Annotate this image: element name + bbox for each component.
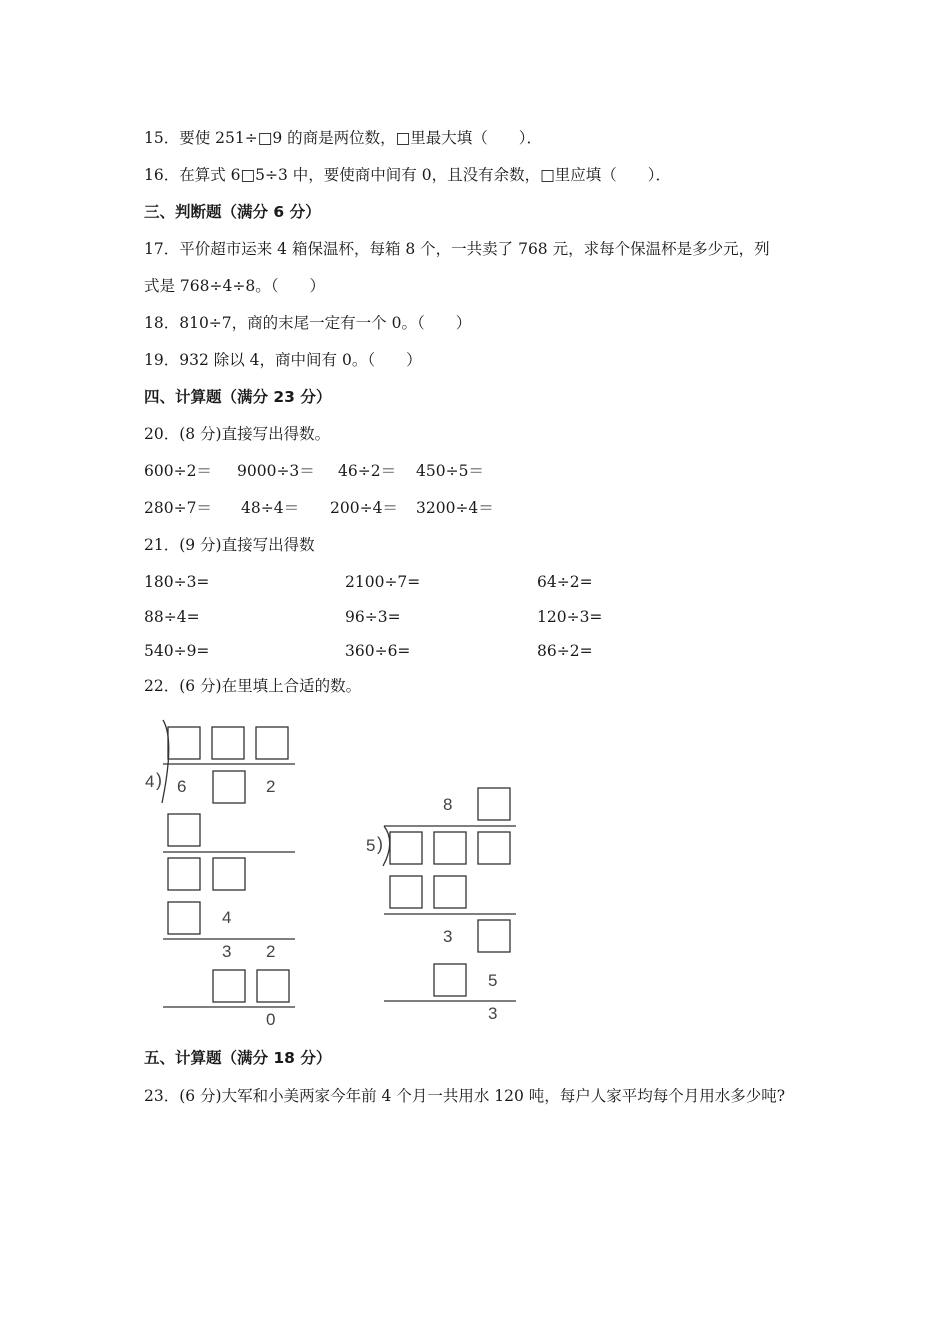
answer-box[interactable] [168,902,200,934]
q21-item: 180÷3= [144,573,210,591]
question-15: 15．要使 251÷□9 的商是两位数，□里最大填（ ）． [144,129,543,147]
answer-box[interactable] [434,876,466,908]
question-22: 22．(6 分)在里填上合适的数。 [144,677,362,695]
q21-item: 88÷4= [144,608,200,626]
digit: 5 [488,971,498,990]
digit: 4 [222,908,232,927]
division-bracket [383,826,390,866]
question-17-line-2: 式是 768÷4÷8。（ ） [144,277,325,295]
section-heading-judgement: 三、判断题（满分 6 分） [144,203,321,221]
answer-box[interactable] [434,832,466,864]
digit: 3 [443,927,453,946]
question-21: 21．(9 分)直接写出得数 [144,536,315,554]
q20-item: 280÷7＝ [144,499,212,517]
q20-item: 9000÷3＝ [237,462,315,480]
digit: 2 [266,942,276,961]
answer-box[interactable] [213,970,245,1002]
q21-item: 2100÷7= [345,573,421,591]
question-17-line-1: 17．平价超市运来 4 箱保温杯，每箱 8 个，一共卖了 768 元，求每个保温杯是多少元，列 [144,240,770,258]
q21-item: 86÷2= [537,642,593,660]
digit: 3 [222,942,232,961]
long-division-1 [145,720,295,1029]
division-bracket [162,720,169,803]
answer-box[interactable] [478,788,510,820]
question-23: 23．(6 分)大军和小美两家今年前 4 个月一共用水 120 吨，每户人家平均每个月用水多少吨? [144,1087,786,1105]
answer-box[interactable] [434,964,466,996]
q20-item: 48÷4＝ [241,499,300,517]
question-18: 18．810÷7，商的末尾一定有一个 0。（ ） [144,314,472,332]
divisor: 4 [145,772,155,791]
q21-item: 120÷3= [537,608,603,626]
q20-item: 3200÷4＝ [416,499,494,517]
section-heading-calculation-2: 五、计算题（满分 18 分） [144,1049,332,1067]
answer-box[interactable] [257,970,289,1002]
answer-box[interactable] [478,832,510,864]
answer-box[interactable] [213,858,245,890]
q20-item: 200÷4＝ [330,499,398,517]
answer-box[interactable] [168,727,200,759]
divisor: 5 [366,836,376,855]
answer-box[interactable] [212,727,244,759]
dividend-digit: 6 [177,777,187,796]
q21-item: 64÷2= [537,573,593,591]
answer-box[interactable] [478,920,510,952]
question-19: 19．932 除以 4，商中间有 0。（ ） [144,351,422,369]
final-remainder: 0 [266,1010,276,1029]
answer-box[interactable] [256,727,288,759]
answer-box[interactable] [213,771,245,803]
answer-box[interactable] [168,858,200,890]
question-20: 20．(8 分)直接写出得数。 [144,425,331,443]
question-16: 16．在算式 6□5÷3 中，要使商中间有 0，且没有余数，□里应填（ ）． [144,166,671,184]
q20-item: 46÷2＝ [338,462,397,480]
q21-item: 96÷3= [345,608,401,626]
final-remainder: 3 [488,1004,498,1023]
dividend-digit: 2 [266,777,276,796]
q21-item: 360÷6= [345,642,411,660]
bracket-glyph: ) [377,834,383,854]
answer-box[interactable] [168,814,200,846]
q21-item: 540÷9= [144,642,210,660]
quotient-digit: 8 [443,795,453,814]
bracket-glyph: ) [156,770,162,790]
q20-item: 600÷2＝ [144,462,212,480]
long-division-2 [366,788,516,1023]
answer-box[interactable] [390,876,422,908]
section-heading-calculation: 四、计算题（满分 23 分） [144,388,332,406]
q20-item: 450÷5＝ [416,462,484,480]
answer-box[interactable] [390,832,422,864]
